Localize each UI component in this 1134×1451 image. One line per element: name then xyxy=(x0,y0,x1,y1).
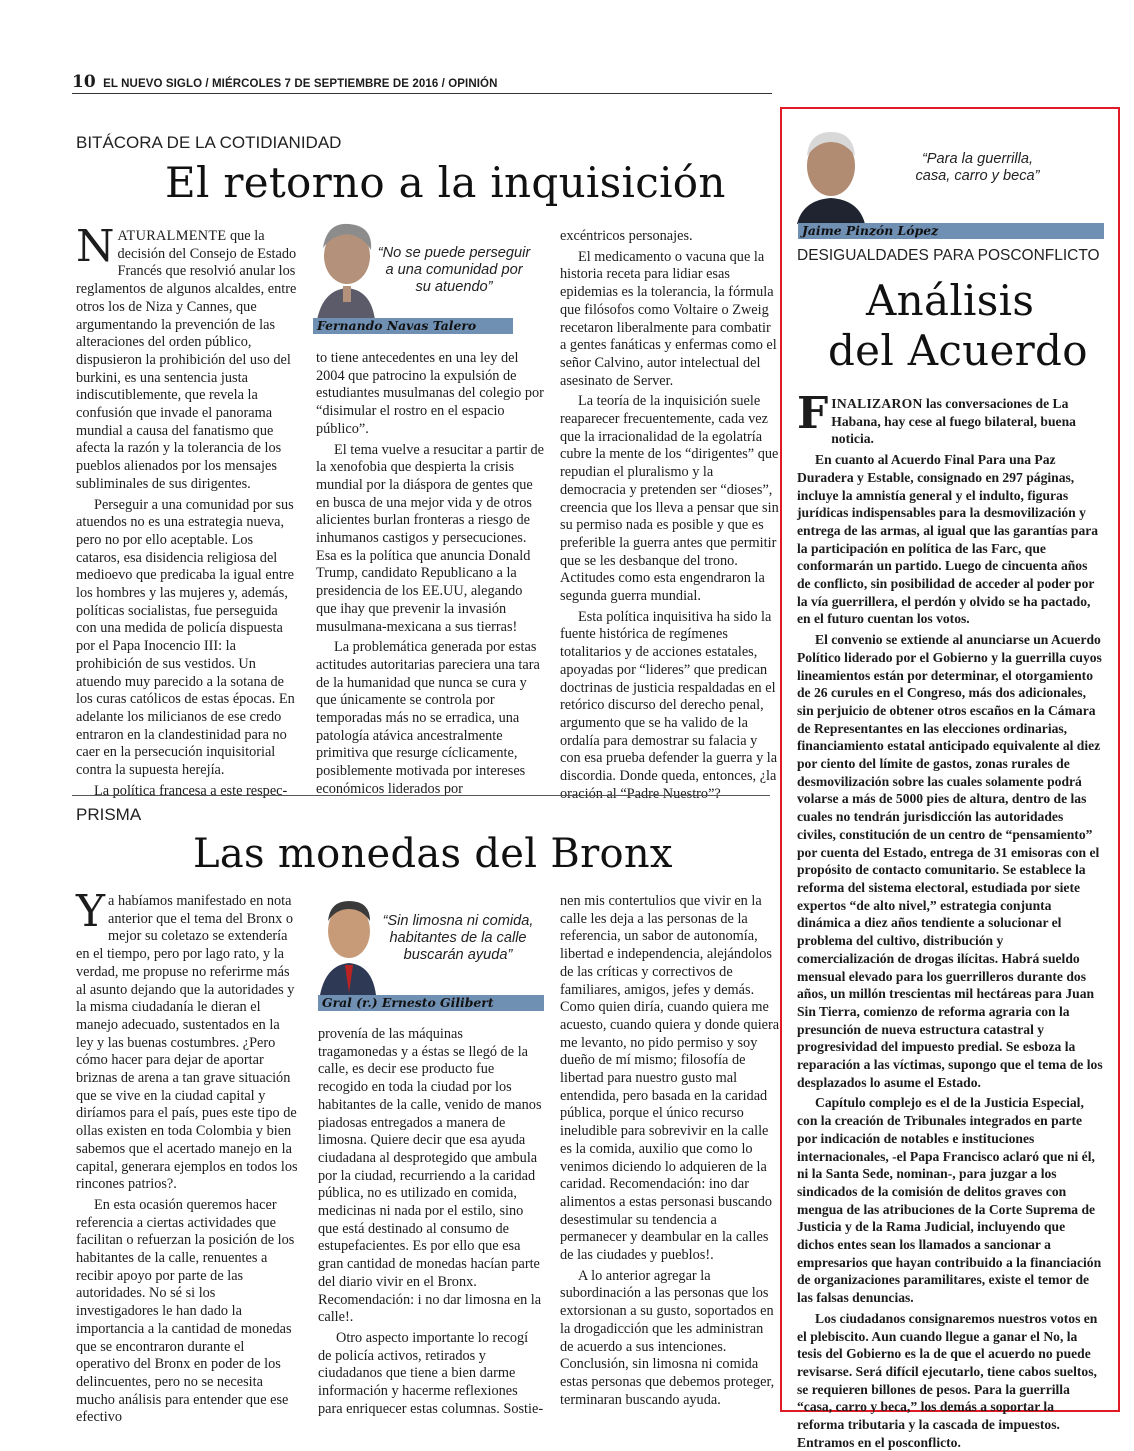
article2-column-2: provenía de las máquinas tragamonedas y a éstas se llegó de la calle, es decir ese producto fue recogido en toda la ciudad por los habitantes de la calle, venido de manos piadosas entregados a manera de limosna. Quiere decir que esa ayuda ciudadana al desprotegido que ambula por la ciudad, recurriendo a la caridad pública, no es utilizado en comida, medicinas ni nada por el estilo, sino que está destinado al consumo de estupefacientes. Es por ello que esa gran cantidad de monedas hacían parte del diario vivir en el Bronx. Recomendación: i no dar limosna en la calle!. Otro aspecto importante lo recogí de policía activos, retirados y ciudadanos que tiene a bien darme información y hacerme reflexiones para enriquecer estas columnas. Sostie- xyxy=(318,1026,544,1417)
headline-acuerdo: del Acuerdo xyxy=(828,326,1088,375)
article3-body: FINALIZARON las conversaciones de La Habana, hay cese al fuego bilateral, buena noticia. En cuanto al Acuerdo Final Para una Paz Duradera y Estable, consignado en 297 páginas, incluye la amnistía general y el indulto, figuras jurídicas indispensables para la desmovilización y entrega de las armas, al igual que las garantías para la participación en política de las Farc, que conformarán un partido. Luego de cincuenta años de conflicto, sin posibilidad de acceder al poder por la vía guerrillera, el perdón y olvido se ha pactado, en el futuro cuentan los votos. El convenio se extiende al anunciarse un Acuerdo Político liderado por el Gobierno y la guerrilla cuyos lineamientos están por determinar, el otorgamiento de 26 curules en el Congreso, más dos adicionales, sin perjuicio de obtener otros escaños en la Cámara de Representantes en las elecciones ordinarias, financiamiento estatal anticipado equivalente al diez por ciento del límite de gastos, zonas rurales de desmovilización sobre las cuales solamente podrá volarse a más de 5000 pies de altura, dentro de las cuales no tendrán jurisdicción las autoridades civiles, constitución de un centro de “pensamiento” por cuenta del Estado, entrega de 31 emisoras con el propósito de contacto comunitario. Se establece la reforma del sistema electoral, estudiada por siete expertos “de alto nivel,” estrategia conjunta dinámica a diez años tendiente a solucionar el problema del cultivo, distribución y comercialización de drogas ilícitas. Habrá sueldo mensual elevado para los guerrilleros durante dos años, un millón trescientas mil hectáreas para Juan Sin Tierra, comienzo de reforma agraria con la presunción de nueva estructura catastral y progresividad del impuesto predial. Se esboza la reparación a las víctimas, supongo que el tema de los desplazados lo asume el Estado. Capítulo complejo es el de la Justicia Especial, con la creación de Tribunales integrados en parte por indicación de notables e instituciones internacionales, -el Papa Francisco aclaró que ni él, ni la Santa Sede, nominan-, para juzgar a los sindicados de la comisión de delitos graves con mengua de las atribuciones de la Corte Suprema de Justicia y de la Rama Judicial, incluyendo que dichos entes sean los llamados a sancionar a empresarios que hayan contribuido a la financiación de organizaciones paramilitares, existe el temor de las falsas denuncias. Los ciudadanos consignaremos nuestros votos en el plebiscito. Aun cuando llegue a ganar el No, la tesis del Gobierno es la de que el acuerdo no puede revisarse. Será difícil ejecutarlo, tiene cabos sueltos, se requieren billones de pesos. Para la guerrilla “casa, carro y beca,” los demás a soportar la reforma tributaria y la cascada de impuestos. Entramos en el posconflicto. xyxy=(797,388,1103,1450)
header-rule xyxy=(72,93,772,94)
author-photo-navas xyxy=(313,218,377,320)
header-text: EL NUEVO SIGLO / MIÉRCOLES 7 DE SEPTIEMBRE DE 2016 / OPINIÓN xyxy=(103,78,498,90)
byline-navas: Fernando Navas Talero xyxy=(313,318,513,334)
drop-cap: N xyxy=(76,221,115,272)
page-header xyxy=(72,72,497,92)
headline-analisis: Análisis xyxy=(866,276,1035,325)
article2-column-1: Ya habíamos manifestado en nota anterior que el tema del Bronx o mejor su coletazo se extendería en el tiempo, pero por lago rato, y la verdad, me propuse no referirme más al asunto dejando que la autoridades y la misma ciudadanía le dieran el manejo adecuado, sustentados en la ley y las buenas costumbres. ¿Pero cómo hacer para dejar de aportar briznas de arena a tan grave situación que se vive en la ciudad capital y diríamos para el país, pues este tipo de ollas existen en toda Colombia y bien sabemos que el acertado manejo en la capital, generara ejemplos en todos los rincones patrios?. En esta ocasión queremos hacer referencia a ciertas actividades que facilitan o refuerzan la posición de los habitantes de la calle, renuentes a recibir apoyo por parte de las autoridades. No sé si los investigadores le han dado la importancia a la cantidad de monedas que se encontraron durante el operativo del Bronx en poder de los delincuentes, pero no se necesita mucho análisis para entender que ese efectivo xyxy=(76,886,298,1426)
section-label-desigualdades: DESIGUALDADES PARA POSCONFLICTO xyxy=(797,247,1100,264)
article1-column-2: to tiene antecedentes en una ley del 2004 que patrocino la expulsión de estudiantes musulmanas del colegio por “disimular el rostro en el espacio público”. El tema vuelve a resucitar a partir de la xenofobia que despierta la crisis mundial por la diáspora de gentes que en busca de una mejor vida y de otros alicientes burlan fronteras a riesgo de inhumanos castigos y persecuciones. Esa es la política que anuncia Donald Trump, candidato Republicano a la presidencia de los EE.UU, alegando que ihay que prevenir la invasión musulmana-mexicana a sus tierras! La problemática generada por estas actitudes autoritarias pareciera una tara de la humanidad que nunca se cura y que únicamente se controla por temporadas más no se erradica, una patología atávica ancestralmente primitiva que resurge cíclicamente, posiblemente motivada por intereses económicos liderados por xyxy=(316,350,544,797)
headline-inquisicion: El retorno a la inquisición xyxy=(165,158,726,207)
section-divider xyxy=(72,795,770,796)
page-number: 10 xyxy=(72,72,96,92)
section-label-prisma: PRISMA xyxy=(76,805,142,824)
pull-quote-pinzon: “Para la guerrilla, casa, carro y beca” xyxy=(915,151,1040,184)
byline-pinzon: Jaime Pinzón López xyxy=(798,223,1104,239)
headline-bronx: Las monedas del Bronx xyxy=(193,831,673,877)
drop-cap: F xyxy=(797,388,829,439)
pull-quote-gilibert: “Sin limosna ni comida, habitantes de la calle buscarán ayuda” xyxy=(382,913,534,963)
author-photo-pinzon xyxy=(795,120,867,224)
article1-column-1: NATURALMENTE que la decisión del Consejo de Estado Francés que resolvió anular los reglamentos de algunos alcaldes, entre otros los de Niza y Cannes, que argumentando la prevención de las alteraciones del orden público, dispusieron la prohibición del uso del burkini, es una sentencia justa indiscutiblemente, que revela la confusión que invade el panorama mundial a causa del fanatismo que afecta la razón y la tolerancia de los pueblos alienados por los mensajes subliminales de sus dirigentes. Perseguir a una comunidad por sus atuendos no es una estrategia nueva, pero no por ello aceptable. Los cataros, esa disidencia religiosa del medioevo que predicaba la igual entre los hombres y las mujeres y, además, políticas socialistas, fue perseguida con una medida de policía dispuesta por el Papa Inocencio III: la prohibición de sus vestidos. Un atuendo muy parecido a la sotana de los curas católicos de estas épocas. En adelante los milicianos de ese credo entraron en la clandestinidad para no caer en la persecución inquisitorial contra la supuesta herejía. La política francesa a este respec- xyxy=(76,221,297,799)
drop-cap: Y xyxy=(76,886,106,937)
byline-gilibert: Gral (r.) Ernesto Gilibert xyxy=(318,995,544,1011)
article1-column-3: excéntricos personajes. El medicamento o vacuna que la historia receta para lidiar esas epidemias es la tolerancia, la fórmula que filósofos como Voltaire o Zweig recetaron liberalmente para combatir a gentes fanáticas y enfermas como el señor Calvino, autor intelectual del asesinato de Server. La teoría de la inquisición suele reaparecer frecuentemente, cada vez que la irracionalidad de la egolatría cubre la mente de los “dirigentes” que repudian el pluralismo y la democracia y pretenden ser “dioses”, creencia que los lleva a pensar que sin su permiso nada es posible y que es preferible la guerra antes que permitir que se les desbanque del trono. Actitudes como esta engendraron la segunda guerra mundial. Esta política inquisitiva ha sido la fuente histórica de regímenes totalitarios y de acciones estatales, apoyadas por “lideres” que predican doctrinas de justicia respaldadas en el retórico discurso del derecho penal, argumento que se ha valido de la ordalía para demostrar su falacia y con esa prueba defender la guerra y la discordia. Donde queda, entonces, ¿la oración al “Padre Nuestro”? xyxy=(560,228,779,802)
section-label-bitacora: BITÁCORA DE LA COTIDIANIDAD xyxy=(76,133,342,152)
article2-column-3: nen mis contertulios que vivir en la calle les deja a las personas de la referencia, un sabor de autonomía, libertad e independencia, alejándolos de las críticas y correctivos de familiares, amigos, jefes y demás. Como quien diría, cuando quiera me acuesto, cuando quiera y donde quiera me levanto, no pido permiso y soy dueño de mí mismo; filosofía de libertad para nuestro gusto mal entendida, pero basada en la caridad pública, porque el único recurso ineludible para sobrevivir en la calle es la comida, auxilio que como lo venimos diciendo lo adquieren de la caridad. Recomendación: ino dar alimentos a estas personasi buscando desestimular su tendencia a permanecer y deambular en la calles de las ciudades y pueblos!. A lo anterior agregar la subordinación a las personas que los extorsionan a su gusto, soportados en la drogadicción que les administran de acuerdo a sus intenciones. Conclusión, sin limosna ni comida estas personas que debemos proteger, terminaran buscando ayuda. xyxy=(560,893,780,1408)
pull-quote-navas: “No se puede perseguir a una comunidad por su atuendo” xyxy=(377,245,531,295)
author-photo-gilibert xyxy=(318,893,378,995)
